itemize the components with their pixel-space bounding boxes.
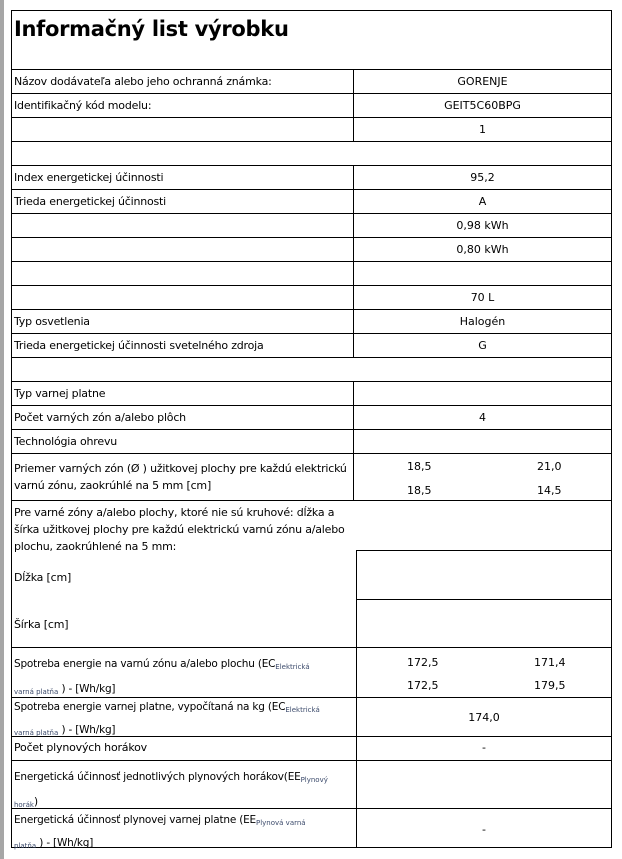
zones-count-label: Počet varných zón a/alebo plôch bbox=[14, 411, 186, 424]
cavities-value: 1 bbox=[479, 123, 486, 136]
gas-burners-label: Počet plynových horákov bbox=[14, 741, 147, 754]
ec-zone-value-4: 179,5 bbox=[534, 679, 566, 692]
diameter-value-3: 18,5 bbox=[407, 484, 432, 497]
ee-gas-hob-label-sub2: platňa bbox=[14, 842, 37, 850]
light-class-value: G bbox=[478, 339, 487, 352]
ec-zone-value-1: 172,5 bbox=[407, 656, 439, 669]
diameter-value-2: 21,0 bbox=[537, 460, 562, 473]
diameter-value-4: 14,5 bbox=[537, 484, 562, 497]
energy-fan-value: 0,80 kWh bbox=[456, 243, 509, 256]
diameter-label-line2: varnú zónu, zaokrúhlé na 5 mm [cm] bbox=[14, 479, 212, 492]
ec-zone-label-main: Spotreba energie na varnú zónu a/alebo plochu (EC bbox=[14, 658, 276, 670]
ec-hob-label-main: Spotreba energie varnej platne, vypočítaná na kg (EC bbox=[14, 701, 286, 713]
ec-zone-label-sub1: Elektrická bbox=[275, 663, 310, 671]
ec-zone-value-3: 172,5 bbox=[407, 679, 439, 692]
model-value: GEIT5C60BPG bbox=[444, 99, 521, 112]
ec-hob-value: 174,0 bbox=[468, 711, 500, 724]
ec-hob-label bbox=[14, 697, 320, 743]
ee-burner-label-main: Energetická účinnosť jednotlivých plynových horákov(EE bbox=[14, 771, 301, 783]
diameter-value-1: 18,5 bbox=[407, 460, 432, 473]
ec-hob-label-tail: ) - [Wh/kg] bbox=[61, 724, 116, 736]
energy-class-label: Trieda energetickej účinnosti bbox=[14, 195, 167, 208]
ee-burner-label-tail: ) bbox=[33, 796, 38, 808]
ee-burner-label bbox=[14, 766, 328, 816]
window-edge bbox=[0, 0, 4, 859]
hob-type-label: Typ varnej platne bbox=[14, 387, 106, 400]
zones-count-value: 4 bbox=[479, 411, 486, 424]
noncircular-label-line1: Pre varné zóny a/alebo plochy, ktoré nie sú kruhové: dĺžka a bbox=[14, 506, 335, 519]
ec-hob-label-sub1: Elektrická bbox=[285, 706, 320, 714]
supplier-value: GORENJE bbox=[457, 75, 508, 88]
ee-gas-hob-label bbox=[14, 810, 306, 856]
model-label: Identifikačný kód modelu: bbox=[14, 99, 152, 112]
ec-zone-label bbox=[14, 653, 310, 703]
lighting-type-value: Halogén bbox=[459, 315, 506, 328]
energy-class-value: A bbox=[478, 195, 487, 208]
supplier-label: Názov dodávateľa alebo jeho ochranná známka: bbox=[14, 75, 272, 88]
ee-burner-label-sub1: Plynový bbox=[300, 776, 328, 784]
diameter-label-line1: Priemer varných zón (Ø ) užitkovej plochy pre každú elektrickú bbox=[14, 462, 347, 475]
ec-zone-label-tail: ) - [Wh/kg] bbox=[61, 683, 116, 695]
eei-label: Index energetickej účinnosti bbox=[14, 171, 164, 184]
eei-value: 95,2 bbox=[470, 171, 495, 184]
ee-gas-hob-label-main: Energetická účinnosť plynovej varnej platne (EE bbox=[14, 814, 256, 826]
lighting-type-label: Typ osvetlenia bbox=[14, 315, 90, 328]
noncircular-label-line2: šírka užitkovej plochy pre každú elektrickú varnú zónu a/alebo bbox=[14, 523, 345, 536]
gas-burners-value: - bbox=[482, 741, 486, 754]
ec-hob-label-sub2: varná platňa bbox=[14, 729, 59, 737]
page-title: Informačný list výrobku bbox=[14, 17, 289, 41]
ee-gas-hob-label-tail: ) - [Wh/kg] bbox=[39, 837, 94, 849]
ee-burner-label-sub2: horák bbox=[14, 801, 34, 809]
length-label: Dĺžka [cm] bbox=[14, 571, 72, 584]
width-label: Šírka [cm] bbox=[14, 618, 69, 631]
ee-gas-hob-label-sub1: Plynová varná bbox=[256, 819, 306, 827]
noncircular-label-line3: plochu, zaokrúhlené na 5 mm: bbox=[14, 540, 177, 553]
product-info-sheet bbox=[11, 10, 612, 848]
energy-conventional-value: 0,98 kWh bbox=[456, 219, 509, 232]
heating-tech-label: Technológia ohrevu bbox=[14, 435, 118, 448]
noncircular-label bbox=[14, 504, 345, 555]
diameter-label bbox=[14, 460, 347, 494]
ec-zone-label-sub2: varná platňa bbox=[14, 688, 59, 696]
light-class-label: Trieda energetickej účinnosti svetelného zdroja bbox=[14, 339, 264, 352]
volume-value: 70 L bbox=[470, 291, 495, 304]
ee-gas-hob-value: - bbox=[482, 823, 486, 836]
ec-zone-value-2: 171,4 bbox=[534, 656, 566, 669]
